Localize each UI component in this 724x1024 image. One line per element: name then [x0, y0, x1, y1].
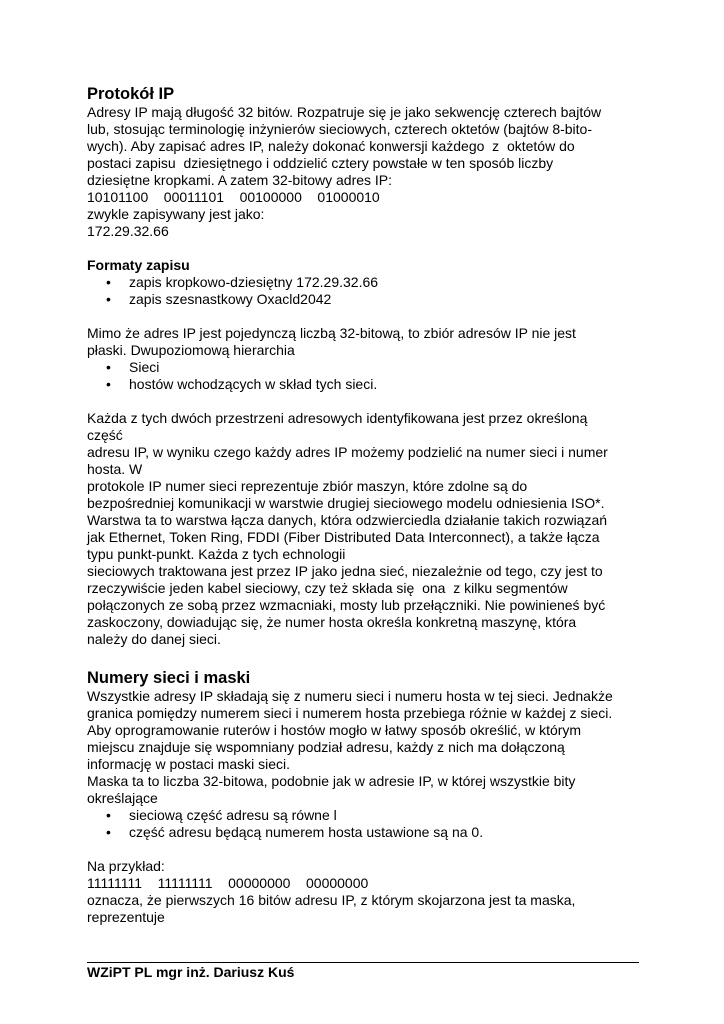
text-line: część — [87, 427, 123, 443]
list-item — [87, 274, 647, 291]
list-item — [87, 824, 647, 841]
masks-paragraph — [87, 688, 647, 807]
intro-paragraph — [87, 104, 647, 240]
binary-mask: 11111111 11111111 00000000 00000000 — [87, 875, 369, 891]
hierarchy-paragraph — [87, 325, 647, 359]
bullet-icon: • — [106, 359, 111, 375]
footer-author: WZiPT PL mgr inż. Dariusz Kuś — [87, 964, 295, 980]
list-item-text: zapis szesnastkowy Oxacld2042 — [129, 291, 332, 307]
list-item — [87, 291, 647, 308]
text-line: reprezentuje — [87, 909, 165, 925]
binary-address: 10101100 00011101 00100000 01000010 — [87, 189, 380, 205]
text-line: Każda z tych dwóch przestrzeni adresowych identyfikowana jest przez określoną — [87, 410, 588, 426]
footer-divider — [87, 962, 639, 963]
list-item-text: hostów wchodzących w skład tych sieci. — [129, 376, 378, 392]
text-line: granica pomiędzy numerem sieci i numerem hosta przebiega różnie w każdej z sieci. — [87, 705, 613, 721]
text-line: protokole IP numer sieci reprezentuje zbiór maszyn, które zdolne są do — [87, 478, 528, 494]
text-line: informację w postaci maski sieci. — [87, 756, 291, 772]
section-title-numery-sieci: Numery sieci i maski — [87, 669, 251, 687]
text-line: hosta. W — [87, 461, 143, 477]
text-line: adresu IP, w wyniku czego każdy adres IP możemy podzielić na numer sieci i numer — [87, 444, 608, 460]
example-paragraph — [87, 858, 647, 926]
document-page — [87, 84, 647, 926]
text-line: lub, stosując terminologię inżynierów sieciowych, czterech oktetów (bajtów 8-bito- — [87, 121, 592, 137]
text-line: wych). Aby zapisać adres IP, należy dokonać konwersji każdego z oktetów do — [87, 138, 575, 154]
list-item — [87, 359, 647, 376]
text-line: Na przykład: — [87, 858, 165, 874]
text-line: Warstwa ta to warstwa łącza danych, która odzwierciedla działanie takich rozwiązań — [87, 512, 608, 528]
text-line: zwykle zapisywany jest jako: — [87, 206, 265, 222]
formats-list — [87, 274, 647, 308]
text-line: jak Ethernet, Token Ring, FDDI (Fiber Distributed Data Interconnect), a także łącza — [87, 529, 600, 545]
text-line: dziesiętne kropkami. A zatem 32-bitowy adres IP: — [87, 172, 393, 188]
list-item-text: Sieci — [129, 359, 160, 375]
text-line: postaci zapisu dziesiętnego i oddzielić cztery powstałe w ten sposób liczby — [87, 155, 554, 171]
text-line: należy do danej sieci. — [87, 631, 221, 647]
bullet-icon: • — [106, 824, 111, 840]
address-spaces-paragraph — [87, 410, 647, 648]
text-line: Wszystkie adresy IP składają się z numeru sieci i numeru hosta w tej sieci. Jednakże — [87, 688, 613, 704]
text-line: Maska ta to liczba 32-bitowa, podobnie jak w adresie IP, w której wszystkie bity — [87, 773, 576, 789]
text-line: określające — [87, 790, 158, 806]
spacer — [87, 393, 647, 410]
text-line: typu punkt-punkt. Każda z tych echnologii — [87, 546, 346, 562]
bullet-icon: • — [106, 291, 111, 307]
text-line: Mimo że adres IP jest pojedynczą liczbą 32-bitową, to zbiór adresów IP nie jest — [87, 325, 576, 341]
section-title-protokol-ip: Protokół IP — [87, 85, 175, 103]
list-item — [87, 376, 647, 393]
list-item-text: część adresu będącą numerem hosta ustawione są na 0. — [129, 824, 484, 840]
text-line: zaskoczony, dowiadując się, że numer hosta określa konkretną maszynę, która — [87, 614, 577, 630]
text-line: sieciowych traktowana jest przez IP jako jedna sieć, niezależnie od tego, czy jest to — [87, 563, 603, 579]
subheading-formaty-zapisu: Formaty zapisu — [87, 257, 190, 273]
text-line: bezpośredniej komunikacji w warstwie drugiej sieciowego modelu odniesienia ISO*. — [87, 495, 605, 511]
bullet-icon: • — [106, 274, 111, 290]
text-line: połączonych ze sobą przez wzmacniaki, mosty lub przełączniki. Nie powinieneś być — [87, 597, 606, 613]
list-item-text: zapis kropkowo-dziesiętny 172.29.32.66 — [129, 274, 379, 290]
text-line: oznacza, że pierwszych 16 bitów adresu IP, z którym skojarzona jest ta maska, — [87, 892, 576, 908]
spacer — [87, 841, 647, 858]
text-line: Adresy IP mają długość 32 bitów. Rozpatruje się je jako sekwencję czterech bajtów — [87, 104, 602, 120]
text-line: rzeczywiście jeden kabel sieciowy, czy też składa się ona z kilku segmentów — [87, 580, 568, 596]
spacer — [87, 648, 647, 668]
text-line: płaski. Dwupoziomową hierarchia — [87, 342, 295, 358]
list-item-text: sieciową część adresu są równe l — [129, 807, 337, 823]
spacer — [87, 308, 647, 325]
dotted-address: 172.29.32.66 — [87, 223, 169, 239]
hierarchy-list — [87, 359, 647, 393]
bullet-icon: • — [106, 376, 111, 392]
bullet-icon: • — [106, 807, 111, 823]
text-line: Aby oprogramowanie ruterów i hostów mogło w łatwy sposób określić, w którym — [87, 722, 582, 738]
text-line: miejscu znajduje się wspomniany podział adresu, każdy z nich ma dołączoną — [87, 739, 565, 755]
spacer — [87, 240, 647, 257]
list-item — [87, 807, 647, 824]
mask-bits-list — [87, 807, 647, 841]
